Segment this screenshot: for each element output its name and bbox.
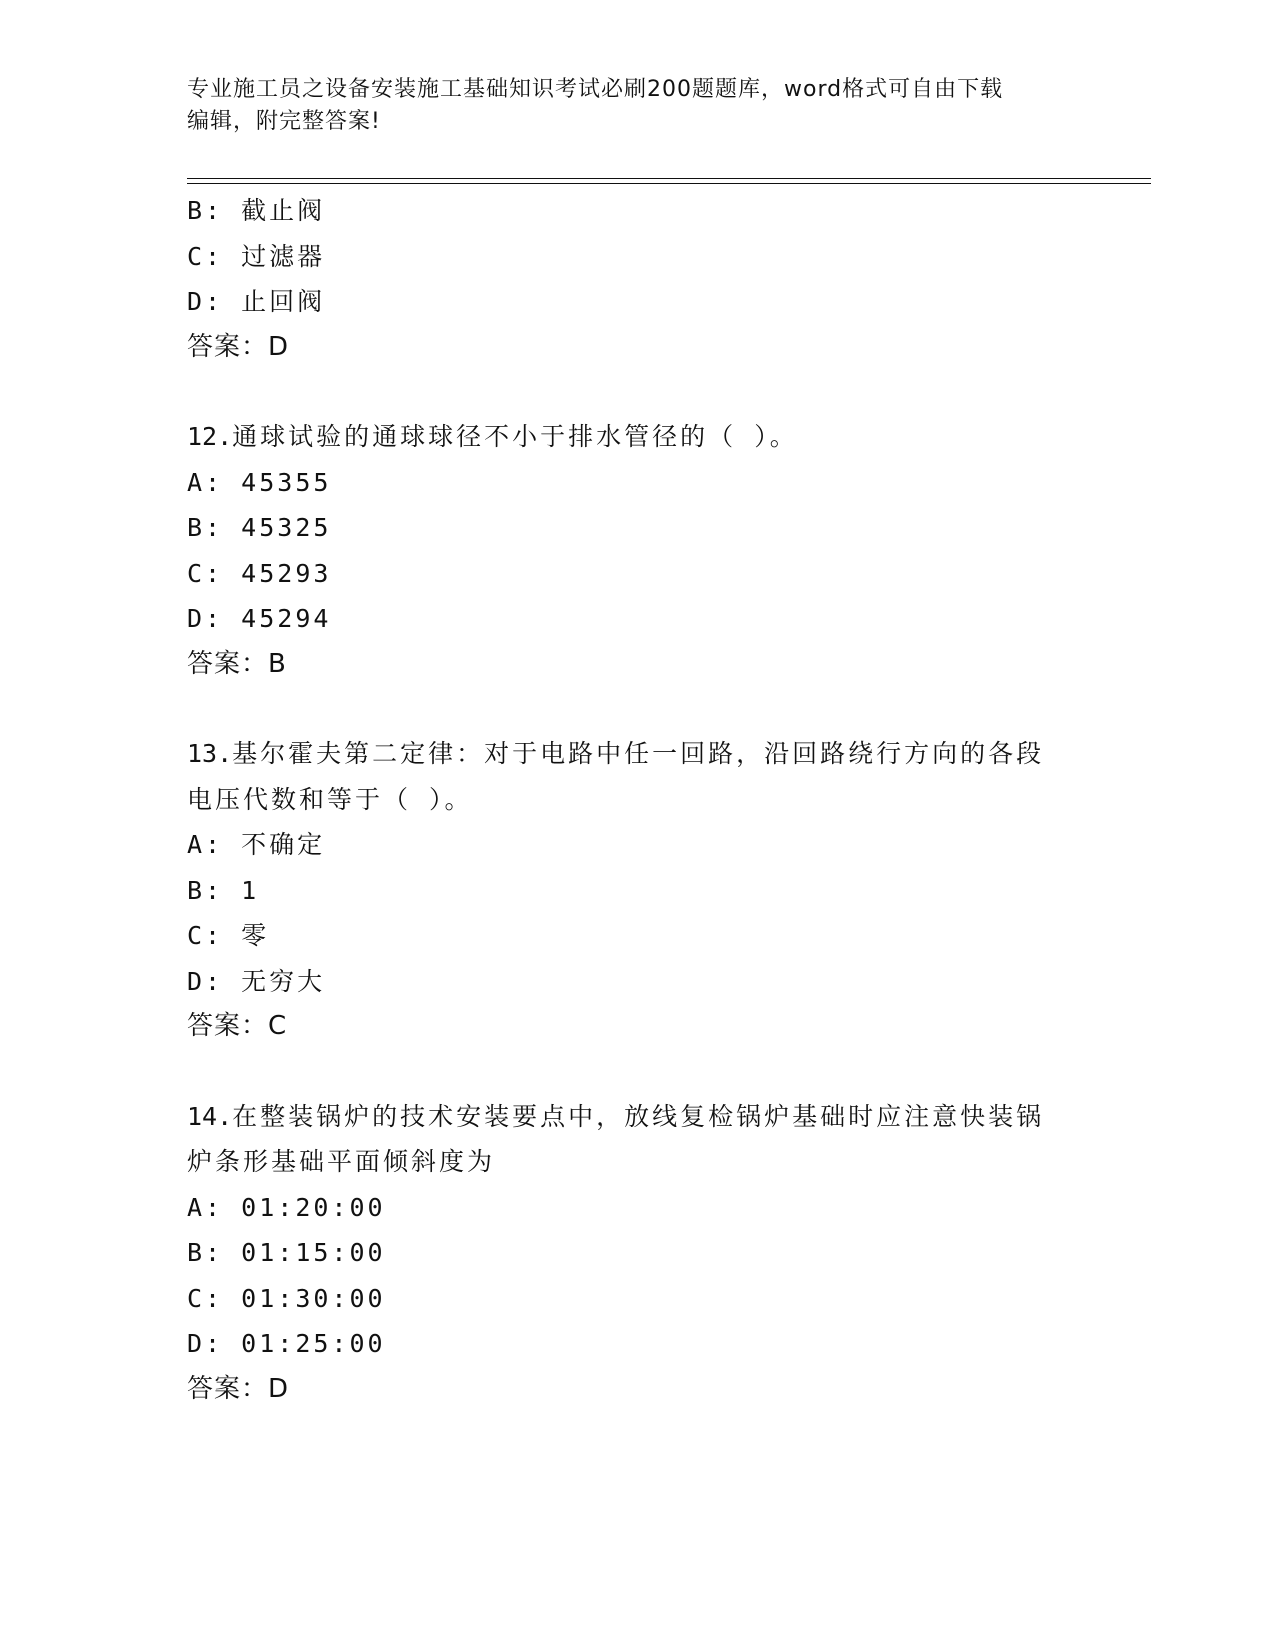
question-number: 13. [187, 739, 233, 768]
option-label: B: [187, 1238, 224, 1267]
option-a [187, 1185, 1087, 1231]
option-text: 1 [241, 875, 260, 905]
option-label: B: [187, 513, 224, 542]
option-text: 01:15:00 [241, 1238, 386, 1267]
option-a [187, 460, 1087, 506]
question-text-continued [187, 777, 1087, 823]
answer-line: 答案：C [187, 1011, 288, 1041]
option-b [187, 868, 1087, 914]
option-c [187, 913, 1087, 959]
option-text: 01:30:00 [241, 1283, 386, 1313]
option-label: C: [187, 241, 224, 271]
option-label: D: [187, 1329, 224, 1358]
question-text [187, 1094, 1087, 1140]
option-a [187, 822, 1087, 868]
spacer [187, 687, 1087, 731]
option-c [187, 234, 1087, 280]
option-label: B: [187, 875, 224, 905]
option-label: A: [187, 1192, 224, 1222]
question-text [187, 731, 1087, 777]
option-label: C: [187, 558, 224, 588]
option-text: 45294 [241, 604, 332, 633]
spacer [187, 370, 1087, 414]
document-header [187, 74, 1087, 138]
option-b [187, 188, 1087, 234]
option-text: 01:25:00 [241, 1329, 386, 1358]
question-continued [187, 188, 1087, 370]
option-label: C: [187, 921, 224, 950]
option-label: D: [187, 966, 224, 996]
option-d [187, 279, 1087, 325]
header-divider-bottom [187, 183, 1151, 184]
spacer [187, 1050, 1087, 1094]
option-text: 截止阀 [241, 196, 326, 225]
answer-line: 答案：B [187, 648, 287, 679]
question-line: 电压代数和等于（ ）。 [187, 784, 473, 814]
option-label: C: [187, 1283, 224, 1313]
question-line: 通球试验的通球球径不小于排水管径的（ ）。 [232, 422, 798, 451]
option-label: A: [187, 830, 224, 859]
option-label: D: [187, 604, 224, 633]
question-text [187, 414, 1087, 460]
question-13 [187, 731, 1087, 1050]
option-d [187, 959, 1087, 1005]
option-text: 止回阀 [241, 287, 326, 316]
question-line: 在整装锅炉的技术安装要点中，放线复检锅炉基础时应注意快装锅 [232, 1101, 1045, 1131]
option-text: 45325 [241, 513, 332, 542]
question-number: 12. [187, 422, 233, 451]
question-list [187, 188, 1087, 1412]
option-b [187, 505, 1087, 551]
option-d [187, 596, 1087, 642]
option-text: 不确定 [241, 830, 326, 859]
question-number: 14. [187, 1101, 233, 1131]
option-text: 零 [241, 921, 270, 950]
option-label: B: [187, 196, 224, 225]
question-line: 基尔霍夫第二定律：对于电路中任一回路，沿回路绕行方向的各段 [232, 739, 1045, 768]
option-text: 45293 [241, 558, 332, 588]
header-divider-top [187, 178, 1151, 179]
option-text: 01:20:00 [241, 1192, 386, 1222]
question-12 [187, 414, 1087, 687]
header-line-2: 编辑，附完整答案! [187, 109, 381, 134]
option-label: A: [187, 467, 224, 497]
answer-line: 答案：D [187, 1373, 290, 1404]
option-c [187, 551, 1087, 597]
question-line: 炉条形基础平面倾斜度为 [187, 1147, 496, 1176]
option-text: 无穷大 [241, 966, 326, 996]
question-14 [187, 1094, 1087, 1413]
option-label: D: [187, 287, 224, 316]
option-d [187, 1321, 1087, 1367]
question-text-continued [187, 1139, 1087, 1185]
option-text: 45355 [241, 467, 332, 497]
option-c [187, 1276, 1087, 1322]
option-text: 过滤器 [241, 241, 326, 271]
header-line-1: 专业施工员之设备安装施工基础知识考试必刷200题题库，word格式可自由下载 [187, 77, 1004, 102]
answer-line: 答案：D [187, 331, 290, 362]
option-b [187, 1230, 1087, 1276]
